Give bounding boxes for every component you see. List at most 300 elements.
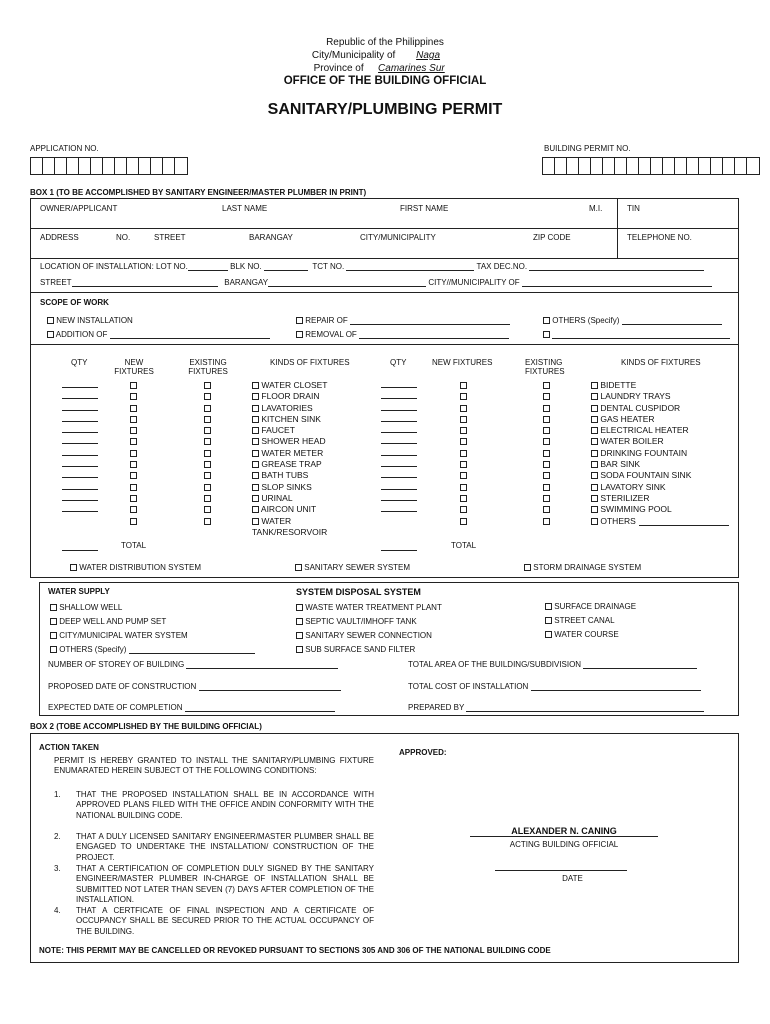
lot-no-label: LOCATION OF INSTALLATION: LOT NO. xyxy=(40,262,188,271)
left-qty-field[interactable] xyxy=(62,493,98,504)
right-fixture-kind-checkbox[interactable] xyxy=(591,506,598,513)
storm-drainage-option[interactable] xyxy=(524,563,641,572)
action-taken-label: ACTION TAKEN xyxy=(39,743,99,752)
right-fixture-kind[interactable] xyxy=(591,482,729,493)
proposed-date-line xyxy=(48,682,341,691)
left-fixture-kind-checkbox[interactable] xyxy=(252,393,259,400)
left-new-fixture-checkbox[interactable] xyxy=(130,448,137,459)
deep-well-checkbox[interactable] xyxy=(50,618,57,625)
left-fixture-kind-label: WATER xyxy=(261,515,292,526)
left-qty-field[interactable] xyxy=(62,414,98,425)
right-existing-fixture-checkbox[interactable] xyxy=(543,414,550,425)
official-title: ACTING BUILDING OFFICIAL xyxy=(509,840,619,849)
city-line xyxy=(0,50,770,61)
right-fixture-kind[interactable] xyxy=(591,425,729,436)
new-installation-checkbox[interactable] xyxy=(47,317,54,324)
right-existing-fixture-checkbox[interactable] xyxy=(543,470,550,481)
left-qty-field[interactable] xyxy=(62,459,98,470)
storeys-field[interactable] xyxy=(186,660,338,669)
city-water-checkbox[interactable] xyxy=(50,632,57,639)
left-fixture-kind-label: AIRCON UNIT xyxy=(260,504,317,515)
permit-intro-text: PERMIT IS HEREBY GRANTED TO INSTALL THE SANITARY/PLUMBING FIXTURE ENUMARATED HEREIN SUBJECT OT THE FOLLOWING CONDITIONS: xyxy=(54,756,374,776)
new-fixtures-header-right: NEW FIXTURES xyxy=(432,358,493,367)
left-new-fixture-checkbox[interactable] xyxy=(130,414,137,425)
total-qty-right[interactable] xyxy=(381,538,417,556)
left-qty-field[interactable] xyxy=(62,504,98,515)
right-fixture-kind[interactable] xyxy=(591,436,729,447)
right-fixture-kind-label: GAS HEATER xyxy=(600,413,655,424)
left-new-fixture-checkbox[interactable] xyxy=(130,482,137,493)
left-fixture-kind-checkbox[interactable] xyxy=(252,472,259,479)
left-fixture-kind-label: LAVATORIES xyxy=(261,402,313,413)
right-fixture-kind-checkbox[interactable] xyxy=(591,461,598,468)
sand-filter-checkbox[interactable] xyxy=(296,646,303,653)
left-fixture-kind-label: GREASE TRAP xyxy=(261,459,322,470)
right-fixture-kind[interactable] xyxy=(591,403,729,414)
others-specify-checkbox[interactable] xyxy=(543,317,550,324)
right-qty-field[interactable] xyxy=(381,482,417,493)
telephone-label: TELEPHONE NO. xyxy=(627,233,692,242)
date-label: DATE xyxy=(562,874,583,883)
right-fixture-kind[interactable] xyxy=(591,414,729,425)
right-fixture-kind[interactable] xyxy=(591,380,729,391)
right-fixture-kind-checkbox[interactable] xyxy=(591,382,598,389)
existing-fixtures-header-right: EXISTING FIXTURES xyxy=(525,358,565,376)
septic-vault-label: SEPTIC VAULT/IMHOFF TANK xyxy=(305,617,417,626)
condition-2-number: 2. xyxy=(54,832,61,841)
right-fixture-kind-label: LAVATORY SINK xyxy=(600,481,666,492)
water-others-label: OTHERS (Specify) xyxy=(59,645,127,654)
left-existing-fixture-checkbox[interactable] xyxy=(204,493,211,504)
expected-date-field[interactable] xyxy=(185,703,335,712)
right-fixture-kind-checkbox[interactable] xyxy=(591,427,598,434)
surface-drainage-checkbox[interactable] xyxy=(545,603,552,610)
blk-no-label: BLK NO. xyxy=(230,262,262,271)
building-permit-no-field[interactable] xyxy=(542,157,760,175)
addition-of-option[interactable] xyxy=(47,330,270,339)
qty-column-left xyxy=(62,380,98,516)
address-no-label: NO. xyxy=(116,233,131,242)
left-existing-fixture-checkbox[interactable] xyxy=(204,436,211,447)
left-qty-field[interactable] xyxy=(62,482,98,493)
storeys-label: NUMBER OF STOREY OF BUILDING xyxy=(48,660,185,669)
location-line-2 xyxy=(40,278,712,287)
sanitary-sewer-option[interactable] xyxy=(295,563,410,572)
address-street-label: STREET xyxy=(154,233,186,242)
removal-of-field[interactable] xyxy=(359,330,509,339)
right-fixture-kind[interactable] xyxy=(591,470,729,481)
condition-3-number: 3. xyxy=(54,864,61,873)
left-fixture-kind-label: FLOOR DRAIN xyxy=(261,391,320,402)
qty-header-right: QTY xyxy=(390,358,407,367)
right-fixture-kind-checkbox[interactable] xyxy=(591,416,598,423)
right-fixture-kind-label: LAUNDRY TRAYS xyxy=(600,391,671,402)
left-existing-fixture-checkbox[interactable] xyxy=(204,414,211,425)
left-existing-fixture-checkbox[interactable] xyxy=(204,516,211,527)
deep-well-option[interactable] xyxy=(50,617,166,626)
water-distribution-checkbox[interactable] xyxy=(70,564,77,571)
left-new-fixture-checkbox[interactable] xyxy=(130,425,137,436)
repair-of-label: REPAIR OF xyxy=(305,316,348,325)
right-existing-fixture-checkbox[interactable] xyxy=(543,436,550,447)
left-fixture-kind[interactable] xyxy=(252,391,328,402)
water-distribution-label: WATER DISTRIBUTION SYSTEM xyxy=(79,563,202,572)
street-label: STREET xyxy=(40,278,72,287)
proposed-date-field[interactable] xyxy=(199,682,341,691)
page-title: SANITARY/PLUMBING PERMIT xyxy=(267,101,503,118)
right-fixture-kind-label: BIDETTE xyxy=(600,380,637,390)
right-new-fixture-checkbox[interactable] xyxy=(460,414,467,425)
right-qty-field[interactable] xyxy=(381,493,417,504)
left-fixture-kind[interactable] xyxy=(252,425,328,436)
left-qty-field[interactable] xyxy=(62,380,98,391)
scope-of-work-label: SCOPE OF WORK xyxy=(40,298,109,307)
right-fixture-kind-checkbox[interactable] xyxy=(591,484,598,491)
addition-of-checkbox[interactable] xyxy=(47,331,54,338)
lot-no-field[interactable] xyxy=(188,262,228,271)
condition-1-text: THAT THE PROPOSED INSTALLATION SHALL BE IN ACCORDANCE WITH APPROVED PLANS FILED WITH THE OFFICE ANDIN CONFORMITY WITH THE NATIONAL BUILDING CODE. xyxy=(76,790,374,820)
address-city-label: CITY/MUNICIPALITY xyxy=(360,233,436,242)
water-others-option[interactable] xyxy=(50,645,255,654)
barangay-field[interactable] xyxy=(268,278,426,287)
right-qty-field[interactable] xyxy=(381,414,417,425)
left-qty-field[interactable] xyxy=(62,470,98,481)
sewer-connection-label: SANITARY SEWER CONNECTION xyxy=(305,631,432,640)
right-fixture-kind-checkbox[interactable] xyxy=(591,472,598,479)
total-area-field[interactable] xyxy=(583,660,697,669)
sewer-connection-option[interactable] xyxy=(296,631,432,640)
left-new-fixture-checkbox[interactable] xyxy=(130,459,137,470)
mi-label: M.I. xyxy=(589,204,603,213)
sanitary-sewer-label: SANITARY SEWER SYSTEM xyxy=(304,563,411,572)
right-fixture-kind[interactable] xyxy=(591,391,729,402)
others-fixture-field[interactable] xyxy=(639,517,729,526)
shallow-well-checkbox[interactable] xyxy=(50,604,57,611)
right-fixture-kind-checkbox[interactable] xyxy=(591,495,598,502)
new-fixtures-header-left: NEW FIXTURES xyxy=(114,358,154,376)
right-qty-field[interactable] xyxy=(381,504,417,515)
right-qty-field[interactable] xyxy=(381,470,417,481)
left-new-fixture-checkbox[interactable] xyxy=(130,436,137,447)
conditions-list xyxy=(54,790,374,938)
right-fixture-kind-label: SODA FOUNTAIN SINK xyxy=(600,470,692,481)
water-supply-label: WATER SUPPLY xyxy=(48,587,110,596)
waste-water-checkbox[interactable] xyxy=(296,604,303,611)
right-fixture-kind-checkbox[interactable] xyxy=(591,393,598,400)
condition-1-number: 1. xyxy=(54,790,61,799)
left-fixture-kind[interactable] xyxy=(252,527,328,538)
tin-label: TIN xyxy=(627,204,640,213)
right-fixture-kind[interactable] xyxy=(591,493,729,504)
left-fixture-kind[interactable] xyxy=(252,516,328,527)
storeys-line xyxy=(48,660,338,669)
first-name-label: FIRST NAME xyxy=(400,204,449,213)
left-existing-fixture-checkbox[interactable] xyxy=(204,504,211,515)
street-field[interactable] xyxy=(72,278,218,287)
official-name: ALEXANDER N. CANING xyxy=(470,826,658,837)
removal-of-checkbox[interactable] xyxy=(296,331,303,338)
left-qty-field[interactable] xyxy=(62,448,98,459)
others-specify-field[interactable] xyxy=(622,316,722,325)
left-fixture-kind-checkbox[interactable] xyxy=(252,382,259,389)
right-fixture-kind[interactable] xyxy=(591,448,729,459)
right-new-fixture-checkbox[interactable] xyxy=(460,482,467,493)
right-existing-fixture-checkbox[interactable] xyxy=(543,493,550,504)
left-fixture-kind-checkbox[interactable] xyxy=(252,484,259,491)
left-new-fixture-checkbox[interactable] xyxy=(130,380,137,391)
city-value[interactable]: Naga xyxy=(416,50,441,61)
left-fixture-kind-checkbox[interactable] xyxy=(252,461,259,468)
right-fixture-kind[interactable] xyxy=(591,516,729,527)
repair-of-field[interactable] xyxy=(350,316,510,325)
barangay-label: BARANGAY xyxy=(224,278,269,287)
left-fixture-kind-checkbox[interactable] xyxy=(252,506,259,513)
right-existing-fixture-checkbox[interactable] xyxy=(543,425,550,436)
right-new-fixture-checkbox[interactable] xyxy=(460,448,467,459)
left-qty-field[interactable] xyxy=(62,436,98,447)
condition-3-text: THAT A CERTIFICATION OF COMPLETION DULY SIGNED BY THE SANITARY ENGINEER/MASTER PLUMBER IN-CHARGE OF INSTALLATION SHALL BE SUBMITTED NOT LATER THAN SEVEN (7) DAYS AFTER COMPLETION OF THE INSTALLATION. xyxy=(76,864,374,905)
right-qty-field[interactable] xyxy=(381,403,417,414)
right-new-fixture-checkbox[interactable] xyxy=(460,391,467,402)
left-fixture-kind-checkbox[interactable] xyxy=(252,438,259,445)
new-fixtures-column-left xyxy=(130,380,137,527)
surface-drainage-label: SURFACE DRAINAGE xyxy=(554,602,637,611)
left-fixture-kind[interactable] xyxy=(252,504,328,515)
right-fixture-kind-checkbox[interactable] xyxy=(591,450,598,457)
left-existing-fixture-checkbox[interactable] xyxy=(204,470,211,481)
left-fixture-kind-checkbox[interactable] xyxy=(252,495,259,502)
left-fixture-kind[interactable] xyxy=(252,493,328,504)
city-water-label: CITY/MUNICIPAL WATER SYSTEM xyxy=(59,631,188,640)
left-fixture-kind-label: KITCHEN SINK xyxy=(261,413,321,424)
system-disposal-label: SYSTEM DISPOSAL SYSTEM xyxy=(296,587,421,597)
septic-vault-checkbox[interactable] xyxy=(296,618,303,625)
left-fixture-kind-checkbox[interactable] xyxy=(252,518,259,525)
left-fixture-kind[interactable] xyxy=(252,459,328,470)
left-existing-fixture-checkbox[interactable] xyxy=(204,403,211,414)
right-new-fixture-checkbox[interactable] xyxy=(460,459,467,470)
revocation-note: NOTE: THIS PERMIT MAY BE CANCELLED OR REVOKED PURSUANT TO SECTIONS 305 AND 306 OF THE NATIONAL BUILDING CODE xyxy=(39,946,551,955)
right-existing-fixture-checkbox[interactable] xyxy=(543,380,550,391)
approved-label: APPROVED: xyxy=(399,748,447,757)
left-new-fixture-checkbox[interactable] xyxy=(130,493,137,504)
left-fixture-kind-checkbox[interactable] xyxy=(252,405,259,412)
removal-of-label: REMOVAL OF xyxy=(305,330,357,339)
application-no-label: APPLICATION NO. xyxy=(30,144,99,153)
condition-4 xyxy=(54,906,374,938)
kinds-of-fixtures-header-left: KINDS OF FIXTURES xyxy=(270,358,350,367)
others-specify-option[interactable] xyxy=(543,316,722,325)
right-qty-field[interactable] xyxy=(381,448,417,459)
left-fixture-kind[interactable] xyxy=(252,436,328,447)
right-qty-field[interactable] xyxy=(381,380,417,391)
total-cost-label: TOTAL COST OF INSTALLATION xyxy=(408,682,529,691)
left-qty-field[interactable] xyxy=(62,425,98,436)
water-others-field[interactable] xyxy=(129,645,255,654)
right-fixture-kind[interactable] xyxy=(591,504,729,515)
right-qty-field[interactable] xyxy=(381,436,417,447)
right-fixture-kind-label: BAR SINK xyxy=(600,459,641,470)
prepared-by-field[interactable] xyxy=(466,703,704,712)
repair-of-option[interactable] xyxy=(296,316,510,325)
prepared-by-label: PREPARED BY xyxy=(408,703,465,712)
right-new-fixture-checkbox[interactable] xyxy=(460,403,467,414)
repair-of-checkbox[interactable] xyxy=(296,317,303,324)
addition-of-field[interactable] xyxy=(110,330,270,339)
right-new-fixture-checkbox[interactable] xyxy=(460,436,467,447)
right-existing-fixture-checkbox[interactable] xyxy=(543,516,550,527)
city-water-option[interactable] xyxy=(50,631,188,640)
right-new-fixture-checkbox[interactable] xyxy=(460,425,467,436)
sand-filter-label: SUB SURFACE SAND FILTER xyxy=(305,645,416,654)
right-new-fixture-checkbox[interactable] xyxy=(460,470,467,481)
left-qty-field[interactable] xyxy=(62,391,98,402)
left-fixture-kind[interactable] xyxy=(252,403,328,414)
septic-vault-option[interactable] xyxy=(296,617,417,626)
left-fixture-kind-checkbox[interactable] xyxy=(252,450,259,457)
right-existing-fixture-checkbox[interactable] xyxy=(543,459,550,470)
left-new-fixture-checkbox[interactable] xyxy=(130,391,137,402)
total-qty-left[interactable] xyxy=(62,538,98,556)
right-existing-fixture-checkbox[interactable] xyxy=(543,504,550,515)
left-fixture-kind[interactable] xyxy=(252,380,328,391)
total-area-label: TOTAL AREA OF THE BUILDING/SUBDIVISION xyxy=(408,660,582,669)
right-new-fixture-checkbox[interactable] xyxy=(460,493,467,504)
sanitary-sewer-checkbox[interactable] xyxy=(295,564,302,571)
province-label: Province of xyxy=(313,63,364,74)
others-second-option[interactable] xyxy=(543,330,730,339)
proposed-date-label: PROPOSED DATE OF CONSTRUCTION xyxy=(48,682,197,691)
left-new-fixture-checkbox[interactable] xyxy=(130,403,137,414)
left-fixture-kind[interactable] xyxy=(252,448,328,459)
building-permit-no-label: BUILDING PERMIT NO. xyxy=(544,144,631,153)
water-course-option[interactable] xyxy=(545,630,619,639)
water-course-label: WATER COURSE xyxy=(554,630,619,639)
total-cost-field[interactable] xyxy=(531,682,701,691)
left-fixture-kind-label: WATER METER xyxy=(261,447,324,458)
right-existing-fixture-checkbox[interactable] xyxy=(543,482,550,493)
right-new-fixture-checkbox[interactable] xyxy=(460,504,467,515)
sand-filter-option[interactable] xyxy=(296,645,415,654)
new-installation-option[interactable] xyxy=(47,316,133,325)
left-existing-fixture-checkbox[interactable] xyxy=(204,380,211,391)
left-fixture-kind[interactable] xyxy=(252,414,328,425)
city-municipality-field[interactable] xyxy=(522,278,712,287)
left-fixture-kind-label: TANK/RESORVOIR xyxy=(252,526,328,537)
left-fixture-kind[interactable] xyxy=(252,482,328,493)
water-distribution-option[interactable] xyxy=(70,563,201,572)
right-fixture-kind[interactable] xyxy=(591,459,729,470)
surface-drainage-option[interactable] xyxy=(545,602,636,611)
water-others-checkbox[interactable] xyxy=(50,646,57,653)
left-fixture-kind-label: SHOWER HEAD xyxy=(261,436,326,447)
left-fixture-kind[interactable] xyxy=(252,470,328,481)
right-qty-field[interactable] xyxy=(381,391,417,402)
right-new-fixture-checkbox[interactable] xyxy=(460,380,467,391)
qty-column-right xyxy=(381,380,417,516)
right-qty-field[interactable] xyxy=(381,425,417,436)
city-label: City/Municipality of xyxy=(311,50,396,61)
right-fixture-kind-label: OTHERS xyxy=(600,515,636,526)
street-canal-checkbox[interactable] xyxy=(545,617,552,624)
condition-4-number: 4. xyxy=(54,906,61,915)
new-fixtures-column-right xyxy=(460,380,467,527)
deep-well-label: DEEP WELL AND PUMP SET xyxy=(59,617,167,626)
storm-drainage-label: STORM DRAINAGE SYSTEM xyxy=(533,563,642,572)
right-existing-fixture-checkbox[interactable] xyxy=(543,391,550,402)
republic-line: Republic of the Philippines xyxy=(326,37,444,48)
others-second-checkbox[interactable] xyxy=(543,331,550,338)
zip-code-label: ZIP CODE xyxy=(533,233,571,242)
condition-2-text: THAT A DULY LICENSED SANITARY ENGINEER/MASTER PLUMBER SHALL BE ENGAGED TO UNDERTAKE THE INSTALLATION/ CONSTRUCTION OF THE PROJECT. xyxy=(76,832,374,862)
application-no-field[interactable] xyxy=(30,157,188,175)
left-new-fixture-checkbox[interactable] xyxy=(130,516,137,527)
blk-no-field[interactable] xyxy=(264,262,308,271)
right-existing-fixture-checkbox[interactable] xyxy=(543,448,550,459)
province-line xyxy=(0,63,770,74)
left-new-fixture-checkbox[interactable] xyxy=(130,504,137,515)
kinds-column-right xyxy=(591,380,729,527)
removal-of-option[interactable] xyxy=(296,330,509,339)
owner-applicant-label: OWNER/APPLICANT xyxy=(40,204,118,213)
kinds-of-fixtures-header-right: KINDS OF FIXTURES xyxy=(621,358,701,367)
province-value[interactable]: Camarines Sur xyxy=(378,63,445,74)
shallow-well-option[interactable] xyxy=(50,603,122,612)
right-fixture-kind-checkbox[interactable] xyxy=(591,438,598,445)
tct-no-field[interactable] xyxy=(346,262,474,271)
right-fixture-kind-label: ELECTRICAL HEATER xyxy=(600,425,689,436)
right-fixture-kind-checkbox[interactable] xyxy=(591,518,598,525)
others-second-field[interactable] xyxy=(552,330,730,339)
others-specify-label: OTHERS (Specify) xyxy=(552,316,620,325)
left-fixture-kind-label: BATH TUBS xyxy=(261,470,309,481)
right-fixture-kind-label: SWIMMING POOL xyxy=(600,504,672,515)
shallow-well-label: SHALLOW WELL xyxy=(59,603,123,612)
tax-dec-label: TAX DEC.NO. xyxy=(476,262,528,271)
city-municipality-label: CITY//MUNICIPALITY OF xyxy=(428,278,520,287)
addition-of-label: ADDITION OF xyxy=(55,330,108,339)
total-area-line xyxy=(408,660,697,669)
tax-dec-field[interactable] xyxy=(529,262,704,271)
date-line[interactable] xyxy=(495,870,627,871)
left-existing-fixture-checkbox[interactable] xyxy=(204,425,211,436)
water-course-checkbox[interactable] xyxy=(545,631,552,638)
left-fixture-kind-checkbox[interactable] xyxy=(252,427,259,434)
left-existing-fixture-checkbox[interactable] xyxy=(204,448,211,459)
waste-water-option[interactable] xyxy=(296,603,442,612)
street-canal-label: STREET CANAL xyxy=(554,616,615,625)
left-qty-field[interactable] xyxy=(62,403,98,414)
left-existing-fixture-checkbox[interactable] xyxy=(204,482,211,493)
existing-fixtures-header-left: EXISTING FIXTURES xyxy=(188,358,228,376)
expected-date-line xyxy=(48,703,335,712)
tct-no-label: TCT NO. xyxy=(312,262,345,271)
street-canal-option[interactable] xyxy=(545,616,615,625)
sewer-connection-checkbox[interactable] xyxy=(296,632,303,639)
right-qty-field[interactable] xyxy=(381,459,417,470)
left-existing-fixture-checkbox[interactable] xyxy=(204,459,211,470)
left-new-fixture-checkbox[interactable] xyxy=(130,470,137,481)
left-existing-fixture-checkbox[interactable] xyxy=(204,391,211,402)
right-fixture-kind-checkbox[interactable] xyxy=(591,405,598,412)
storm-drainage-checkbox[interactable] xyxy=(524,564,531,571)
right-existing-fixture-checkbox[interactable] xyxy=(543,403,550,414)
right-new-fixture-checkbox[interactable] xyxy=(460,516,467,527)
address-barangay-label: BARANGAY xyxy=(249,233,293,242)
total-label-right: TOTAL xyxy=(451,541,477,550)
left-fixture-kind-checkbox[interactable] xyxy=(252,416,259,423)
address-label: ADDRESS xyxy=(40,233,79,242)
